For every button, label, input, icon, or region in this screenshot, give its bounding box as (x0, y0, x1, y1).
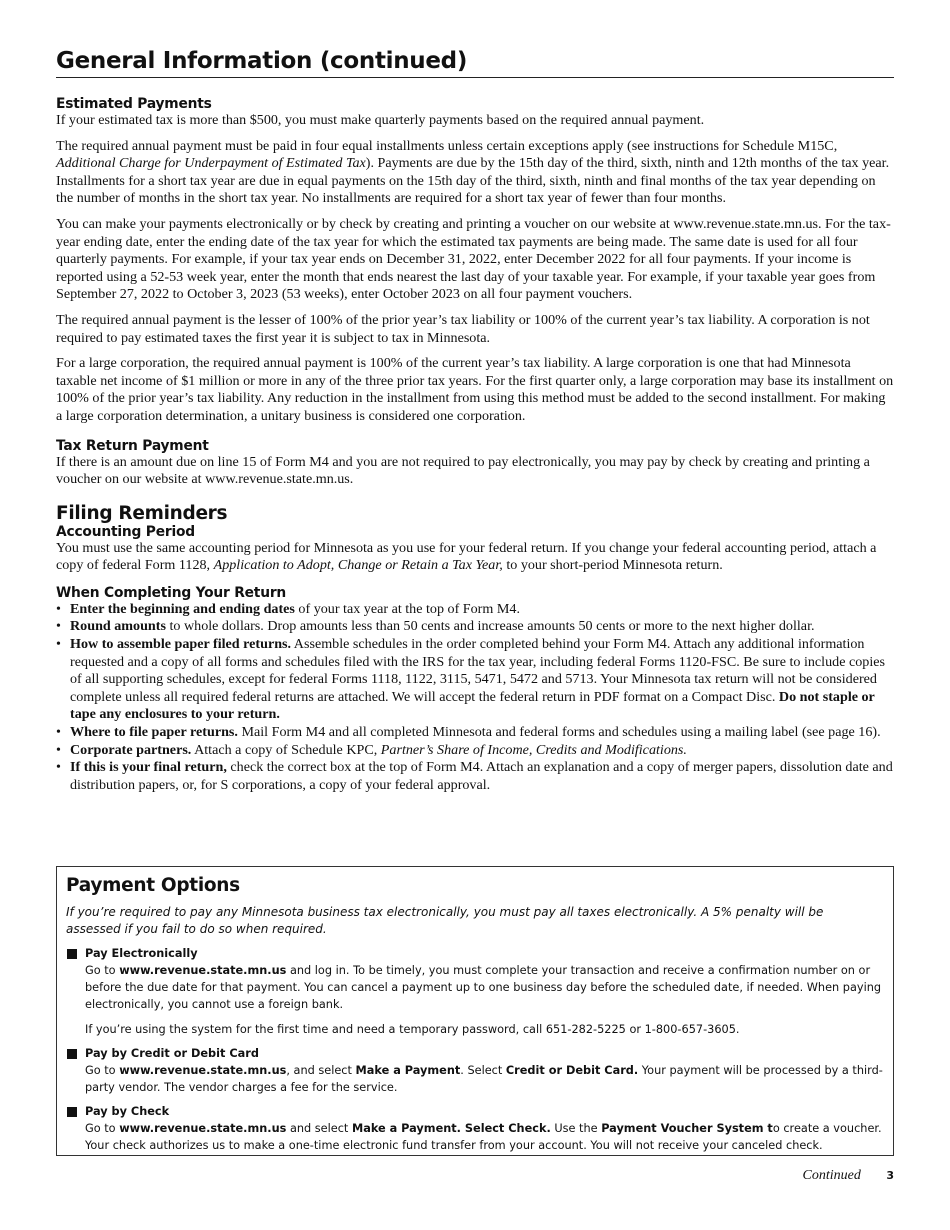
page-title: General Information (continued) (56, 48, 894, 78)
page-footer (803, 1168, 895, 1184)
estimated-payments-heading: Estimated Payments (56, 96, 212, 112)
payment-options-box (56, 866, 894, 1156)
text-span: to your short-period Minnesota return. (502, 557, 723, 574)
estimated-payments-p3: You can make your payments electronically or by check by creating and printing a voucher on our website at www.revenue.state.mn.us. For the tax-year ending date, enter the ending date of the tax year for which the estimated tax payments are being made. The same date is used for all four quarterly payments. For example, if your tax year ends on December 31, 2022, enter December 2022 for all four payments. If your income is reported using a 52-53 week year, enter the month that ends nearest the last day of your taxable year. For example, if your taxable year goes from September 27, 2022 to October 3, 2023 (53 weeks), enter October 2023 on all four payment vouchers. (56, 215, 891, 303)
tax-return-payment-heading: Tax Return Payment (56, 437, 209, 454)
schedule-title: Partner’s Share of Income, Credits and Modifications. (380, 741, 687, 758)
list-item (56, 724, 894, 742)
text-span: of your tax year at the top of Form M4. (294, 600, 520, 617)
bold-text: Where to file paper returns. (70, 724, 238, 741)
list-item (56, 601, 894, 619)
text-span: check the correct box at the top of Form M4. Attach an explanation and a copy of merger papers, dissolution date and distribution papers, or, for S corporations, a copy of your federal approval. (70, 759, 893, 793)
text-span: Go to (85, 964, 120, 977)
text-span: o create a voucher. Your check authorizes us to make a one-time electronic fund transfer from your account. You will not receive your canceled check. (85, 1122, 882, 1152)
schedule-title: Additional Charge for Underpayment of Estimated Tax (56, 155, 366, 172)
pay-card-heading: Pay by Credit or Debit Card (85, 1047, 259, 1060)
page-content (56, 48, 894, 794)
pay-electronically-text (85, 962, 884, 1013)
estimated-payments-p1: If your estimated tax is more than $500, you must make quarterly payments based on the required annual payment. (56, 112, 705, 128)
text-span: Attach a copy of Schedule KPC, (191, 741, 381, 758)
pay-check-item (66, 1104, 884, 1154)
bold-text: Round amounts (70, 618, 166, 635)
website-link[interactable]: www.revenue.state.mn.us (119, 964, 287, 977)
estimated-payments-p5: For a large corporation, the required annual payment is 100% of the current year’s tax liability. A large corporation is one that had Minnesota taxable net income of $1 million or more in any of the three prior tax years. For the first quarter only, a large corporation may base its installment on 100% of the prior year’s tax liability. Any reduction in the installment from using this method must be added to the second installment. For making a large corporation determination, a unitary business is considered one corporation. (56, 355, 894, 424)
square-bullet-icon (67, 1049, 77, 1059)
tax-return-payment-p1: If there is an amount due on line 15 of Form M4 and you are not required to pay electronically, you may pay by check by creating and printing a voucher on our website at www.revenue.state.mn.us. (56, 453, 870, 488)
page-number: 3 (886, 1169, 894, 1182)
square-bullet-icon (67, 1107, 77, 1117)
list-item (56, 742, 894, 760)
text-span: . Select (460, 1064, 506, 1077)
pay-card-text (85, 1062, 884, 1096)
payment-options-intro: If you’re required to pay any Minnesota business tax electronically, you must pay all taxes electronically. A 5% penalty will be assessed if you fail to do so when required. (66, 905, 824, 936)
bold-text: Enter the beginning and ending dates (70, 600, 295, 617)
bold-text: Payment Voucher System t (601, 1122, 773, 1135)
form-title: Application to Adopt, Change or Retain a Tax Year, (213, 557, 503, 574)
bold-text: How to assemble paper filed returns. (70, 636, 292, 653)
text-span: to whole dollars. Drop amounts less than 50 cents and increase amounts 50 cents or more to the next higher dollar. (165, 618, 815, 635)
text-span: You must use the same accounting period for Minnesota as you use for your federal return. If you change your federal accounting period, attach a copy of federal Form 1128, (56, 539, 877, 574)
text-span: Your payment will be processed by a third-party vendor. The vendor charges a fee for the service. (85, 1064, 883, 1094)
estimated-payments-p2 (56, 138, 894, 208)
estimated-payments-p4: The required annual payment is the lesser of 100% of the prior year’s tax liability or 100% of the current year’s tax liability. A corporation is not required to pay estimated taxes the first year it is subject to tax in Minnesota. (56, 311, 870, 346)
text-span: Go to (85, 1122, 120, 1135)
pay-check-text (85, 1120, 884, 1154)
square-bullet-icon (67, 949, 77, 959)
bold-text: If this is your final return, (70, 759, 227, 776)
text-span: ). Payments are due by the 15th day of the third, sixth, ninth and 12th months of the tax year. Installments for a short tax year are due in equal payments on the 15th day of the third, sixth, ninth and final months of the tax year depending on the number of months in the short tax year. No installments are required for a short tax year of fewer than four months. (56, 155, 890, 207)
list-item (56, 636, 894, 724)
continued-label: Continued (802, 1168, 861, 1183)
text-span: Use the (550, 1122, 602, 1135)
bold-text: Credit or Debit Card. (505, 1064, 639, 1077)
completing-return-list (56, 601, 894, 795)
accounting-period-p (56, 540, 894, 575)
text-span: and select (286, 1122, 352, 1135)
accounting-period-heading: Accounting Period (56, 523, 195, 540)
text-span: , and select (286, 1064, 356, 1077)
pay-electronically-item (66, 946, 884, 1038)
bold-text: Make a Payment. Select Check. (351, 1122, 551, 1135)
text-span: Mail Form M4 and all completed Minnesota and federal forms and schedules using a mailing label (see page 16). (237, 724, 881, 741)
list-item (56, 759, 894, 794)
text-span: Assemble schedules in the order completed behind your Form M4. Attach any additional information requested and a copy of all forms and schedules filed with the IRS for the tax year, including federal Forms 1120-FSC. Be sure to include copies of all supporting schedules, except for federal Forms 1118, 1122, 3115, 5471, 5472 and 5713. Your Minnesota tax return will not be considered complete unless all required federal returns are attached. We will accept the federal return in PDF format on a Compact Disc. (70, 636, 885, 705)
payment-options-heading: Payment Options (66, 875, 240, 896)
website-link[interactable]: www.revenue.state.mn.us (119, 1064, 287, 1077)
pay-electronically-password-text: If you’re using the system for the first time and need a temporary password, call 651-282-5225 or 1-800-657-3605. (85, 1023, 740, 1036)
bold-text: Corporate partners. (70, 741, 192, 758)
pay-card-item (66, 1046, 884, 1096)
bold-text: Do not staple or tape any enclosures to your return. (70, 688, 875, 723)
filing-reminders-heading: Filing Reminders (56, 502, 228, 524)
text-span: Go to (85, 1064, 120, 1077)
text-span: and log in. To be timely, you must complete your transaction and receive a confirmation number on or before the due date for that payment. You can cancel a payment up to one business day before the scheduled date, if needed. When paying electronically, you cannot use a foreign bank. (85, 964, 882, 1011)
text-span: The required annual payment must be paid in four equal installments unless certain exceptions apply (see instructions for Schedule M15C, (56, 137, 838, 154)
completing-return-heading: When Completing Your Return (56, 584, 287, 601)
pay-check-heading: Pay by Check (85, 1105, 170, 1118)
list-item (56, 618, 894, 636)
website-link[interactable]: www.revenue.state.mn.us (119, 1122, 287, 1135)
pay-electronically-heading: Pay Electronically (85, 947, 198, 960)
bold-text: Make a Payment (355, 1064, 461, 1077)
